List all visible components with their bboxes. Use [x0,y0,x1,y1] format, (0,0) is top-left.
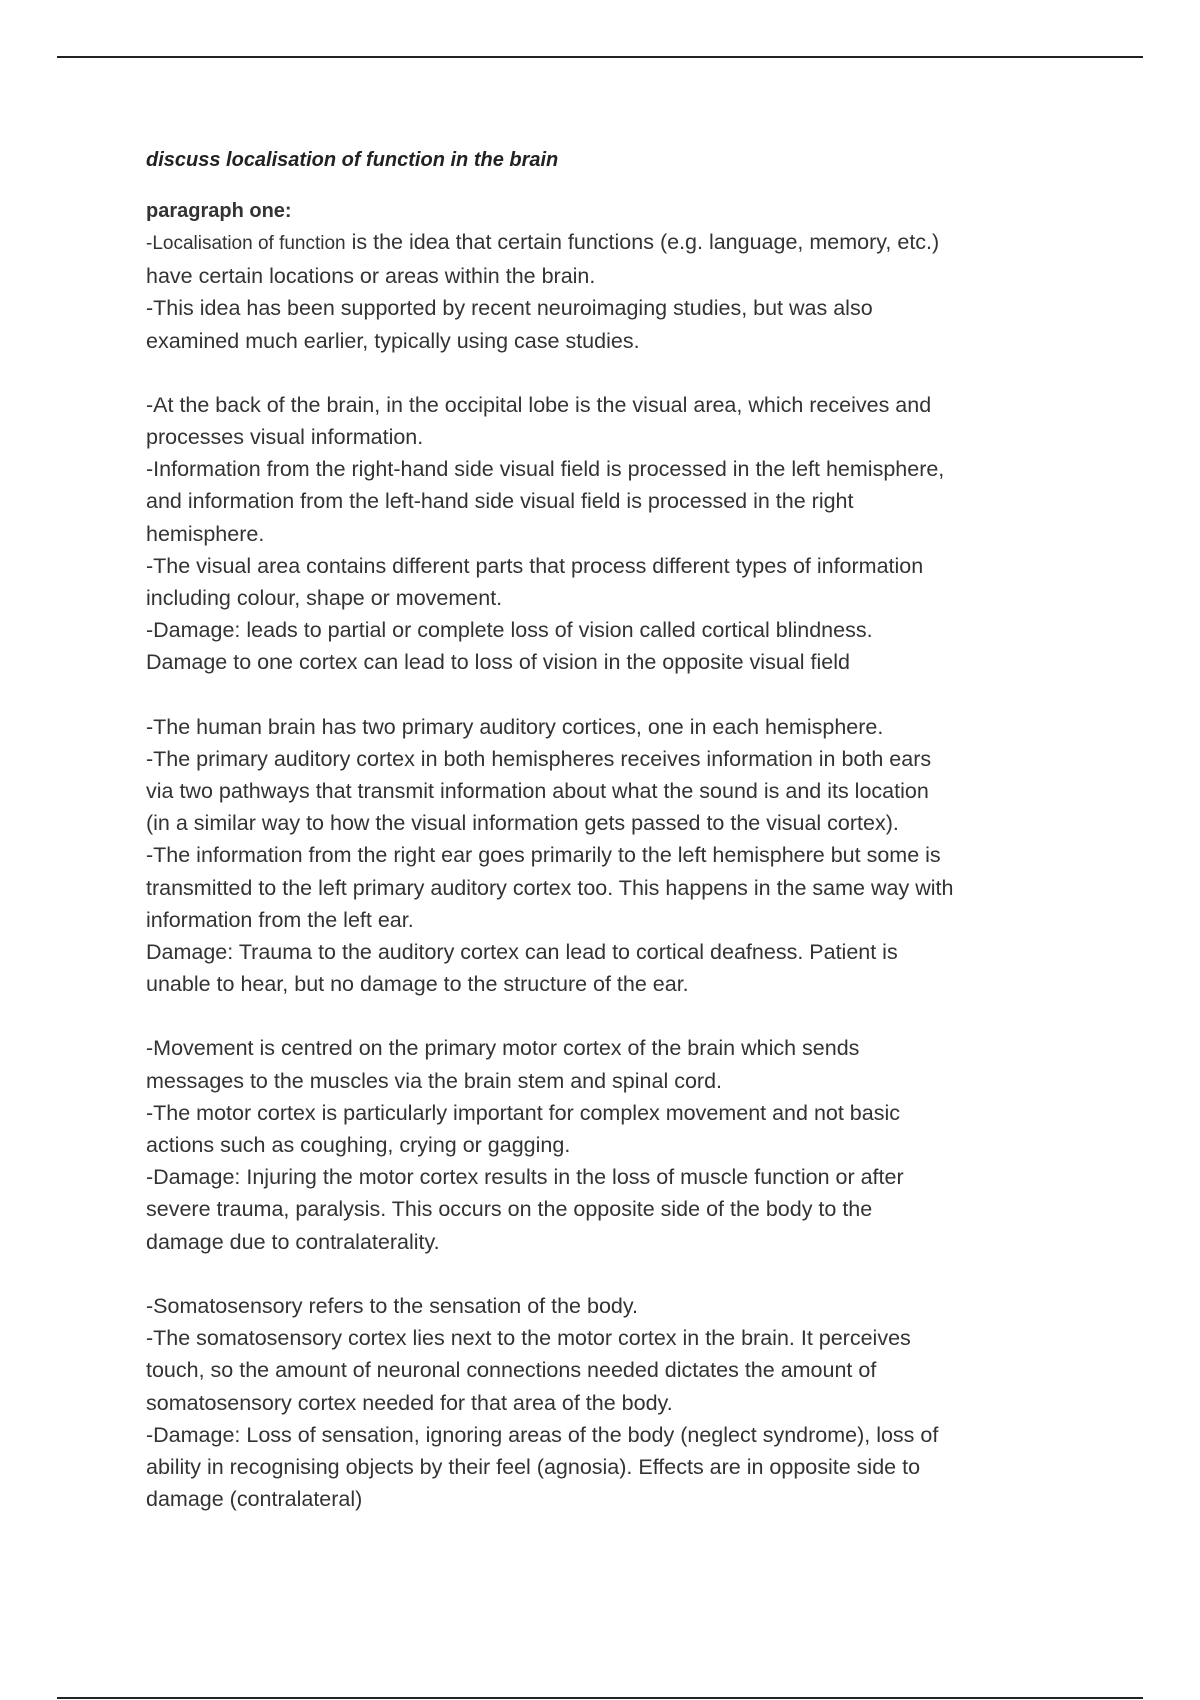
text-line: -Damage: leads to partial or complete loss of vision called cortical blindness. [146,618,873,643]
text-line: processes visual information. [146,425,424,450]
paragraph-motor-cortex [146,1032,1081,1257]
paragraph-auditory-cortex [146,711,1081,1001]
text-line: -Movement is centred on the primary motor cortex of the brain which sends [146,1036,860,1061]
text-line: via two pathways that transmit information about what the sound is and its location [146,779,929,804]
text-line: ability in recognising objects by their feel (agnosia). Effects are in opposite side to [146,1454,921,1479]
text-line: -The human brain has two primary auditory cortices, one in each hemisphere. [146,714,884,739]
document-body [146,145,1081,1515]
text-line: examined much earlier, typically using case studies. [146,328,640,353]
text-line: messages to the muscles via the brain stem and spinal cord. [146,1068,723,1093]
text-line: -The primary auditory cortex in both hemispheres receives information in both ears [146,746,932,771]
text-line: unable to hear, but no damage to the structure of the ear. [146,972,689,997]
section-heading: paragraph one: [146,200,292,222]
text-line: damage (contralateral) [146,1487,363,1512]
text-line: actions such as coughing, crying or gagging. [146,1133,571,1158]
text-line-rest: is the idea that certain functions (e.g. language, memory, etc.) [345,230,940,254]
header-rule [57,56,1143,58]
text-line: information from the left ear. [146,907,414,932]
text-line: -The visual area contains different parts that process different types of information [146,553,924,578]
text-line: somatosensory cortex needed for that area of the body. [146,1390,673,1415]
text-line: -Damage: Loss of sensation, ignoring areas of the body (neglect syndrome), loss of [146,1422,939,1447]
text-line: severe trauma, paralysis. This occurs on the opposite side of the body to the [146,1197,873,1222]
text-line: touch, so the amount of neuronal connections needed dictates the amount of [146,1358,877,1383]
text-line: and information from the left-hand side visual field is processed in the right [146,489,854,514]
text-line: Damage: Trauma to the auditory cortex can lead to cortical deafness. Patient is [146,940,898,965]
text-line: -The motor cortex is particularly important for complex movement and not basic [146,1100,900,1125]
paragraph-somatosensory [146,1290,1081,1515]
text-line: hemisphere. [146,521,265,546]
paragraph-intro [146,226,1081,357]
text-line: -At the back of the brain, in the occipital lobe is the visual area, which receives and [146,392,932,417]
text-line: -Damage: Injuring the motor cortex results in the loss of muscle function or after [146,1165,904,1190]
term-localisation: -Localisation of function [146,233,346,254]
text-line: Damage to one cortex can lead to loss of vision in the opposite visual field [146,650,850,675]
text-line: -Information from the right-hand side visual field is processed in the left hemisphere, [146,457,945,482]
text-line: -This idea has been supported by recent neuroimaging studies, but was also [146,296,873,321]
text-line: (in a similar way to how the visual information gets passed to the visual cortex). [146,811,899,836]
text-line [146,226,1081,260]
text-line: -The information from the right ear goes primarily to the left hemisphere but some is [146,843,941,868]
paragraph-visual-area [146,389,1081,679]
text-line: -The somatosensory cortex lies next to the motor cortex in the brain. It perceives [146,1326,911,1351]
text-line: damage due to contralaterality. [146,1229,440,1254]
text-line: including colour, shape or movement. [146,586,503,611]
document-title: discuss localisation of function in the brain [146,149,559,171]
footer-rule [57,1697,1143,1699]
text-line: transmitted to the left primary auditory cortex too. This happens in the same way with [146,875,954,900]
text-line: have certain locations or areas within the brain. [146,264,596,289]
text-line: -Somatosensory refers to the sensation of the body. [146,1293,638,1318]
